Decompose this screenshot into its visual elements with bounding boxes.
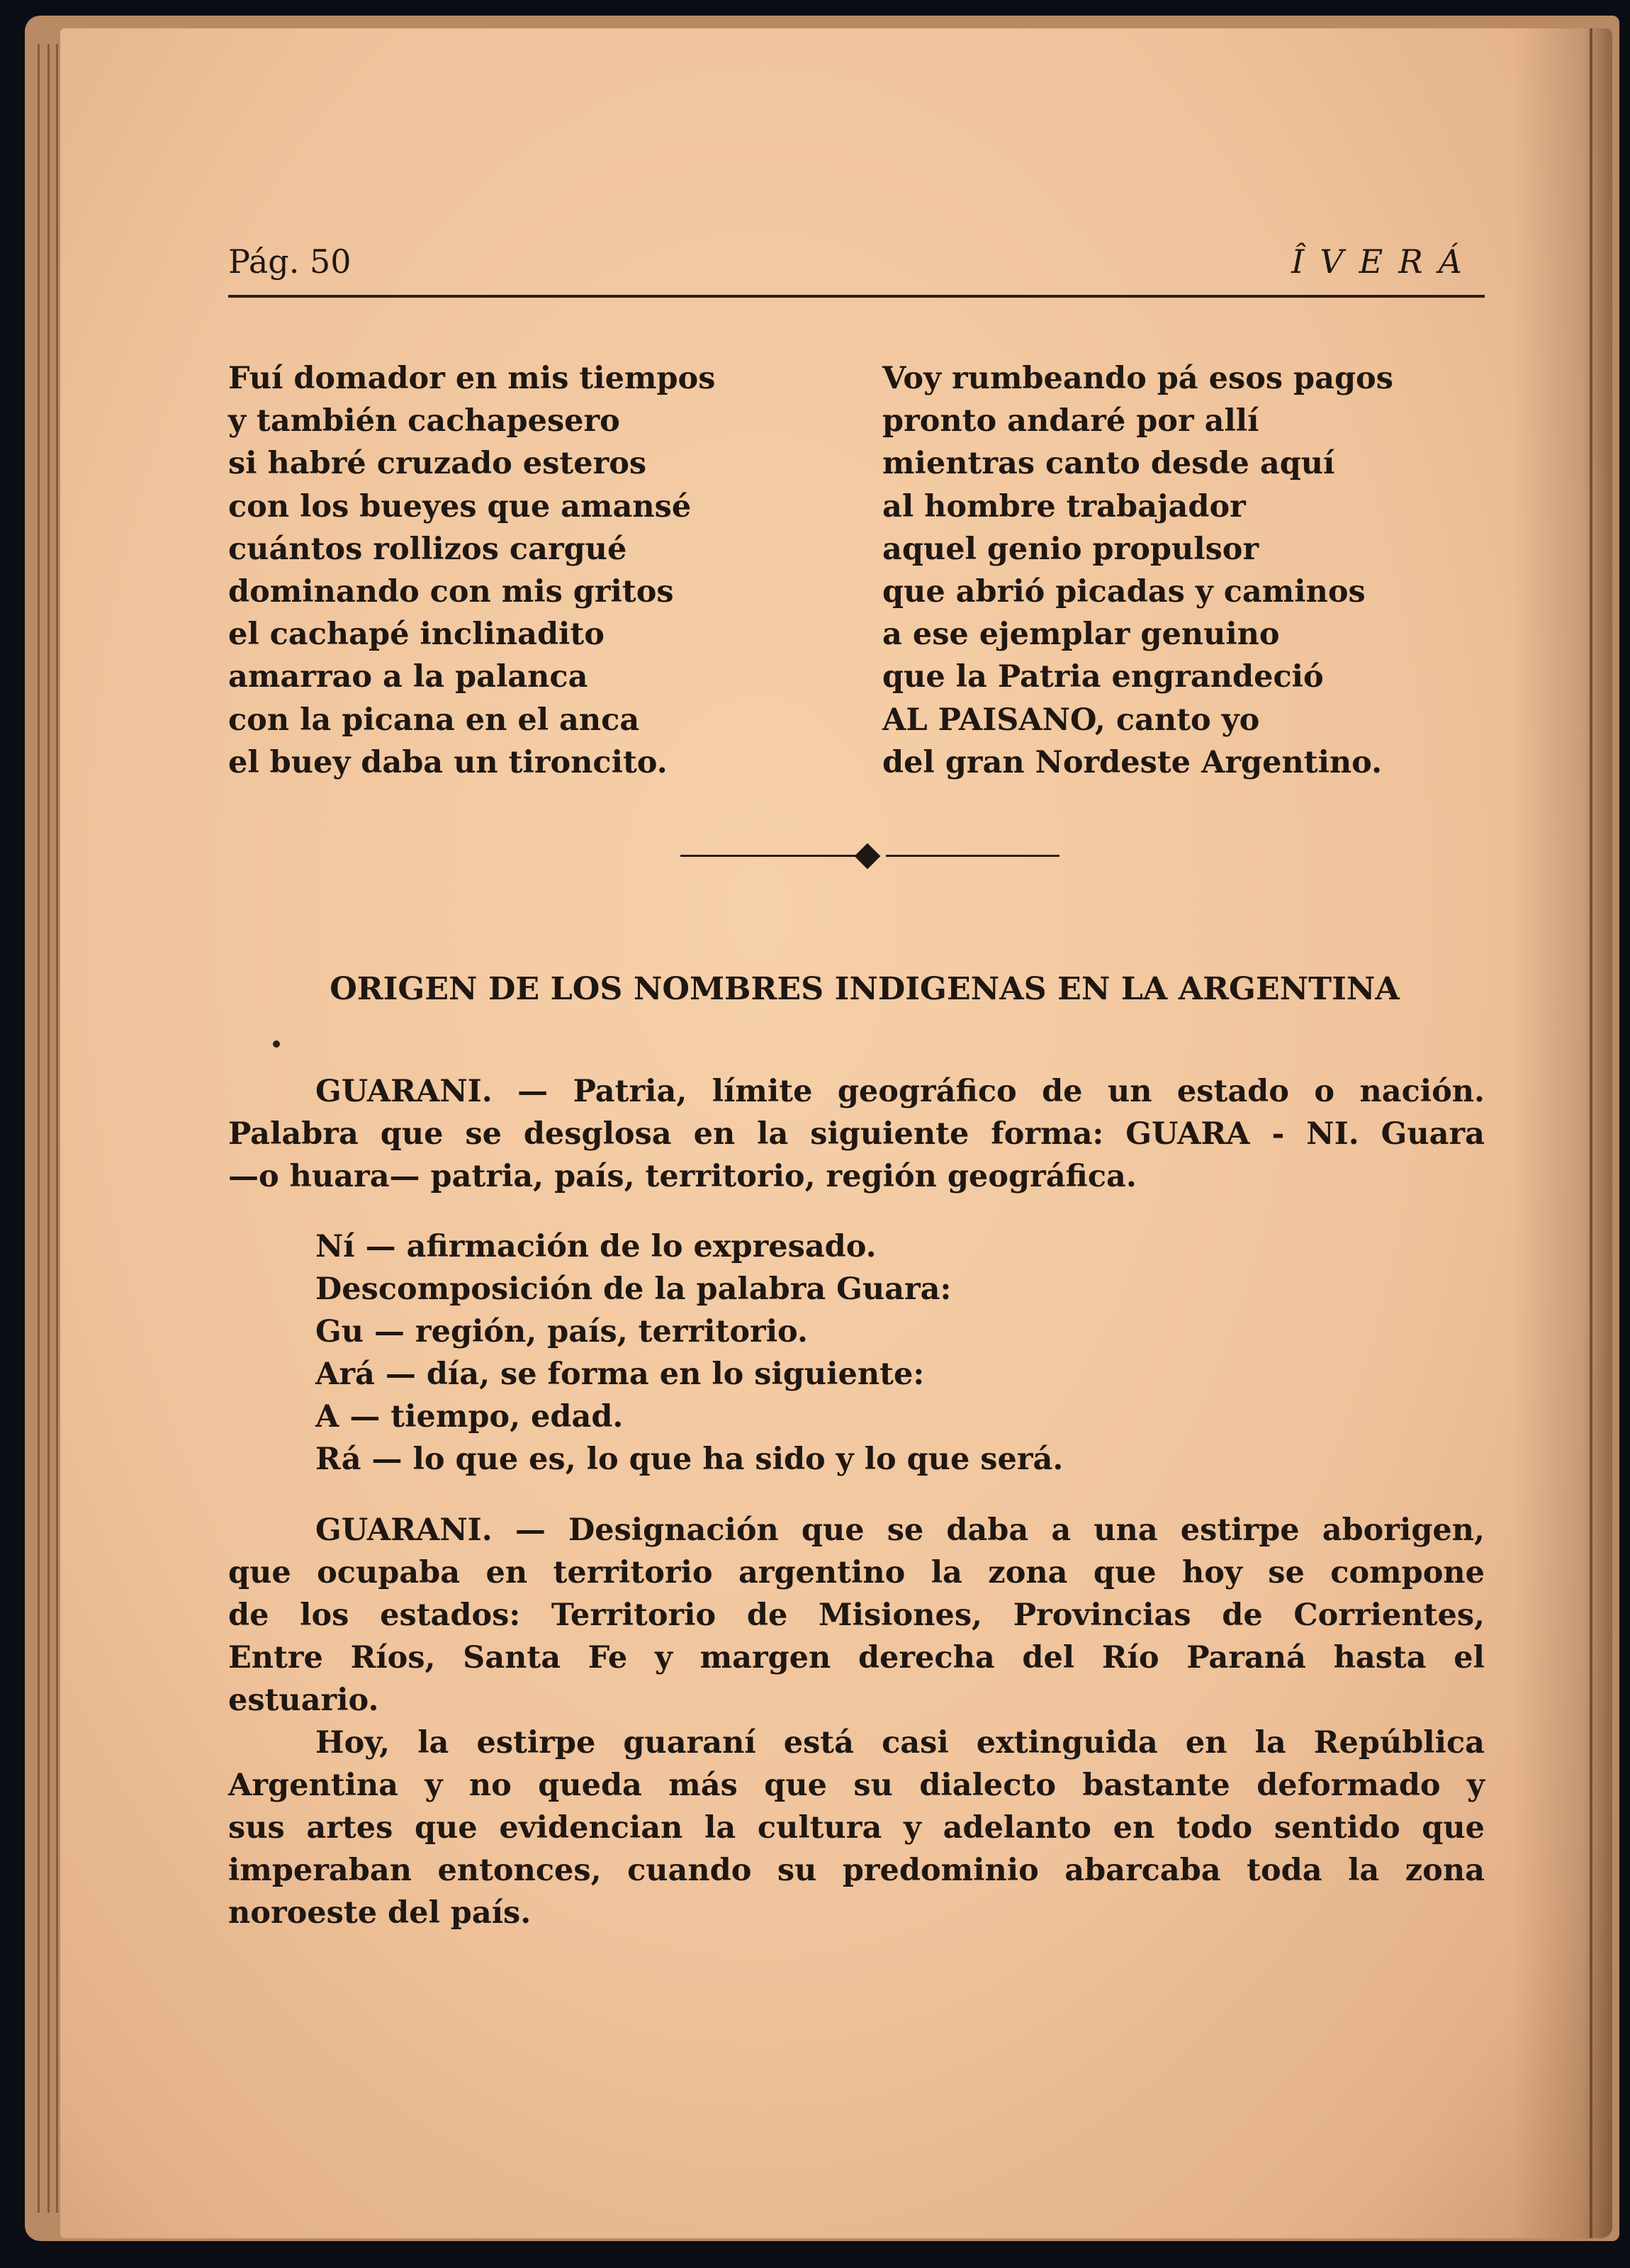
- diamond-ornament-icon: [855, 843, 881, 870]
- stray-dot-mark: [273, 1040, 280, 1048]
- definition-line: Descomposición de la palabra Guara:: [315, 1271, 952, 1307]
- poem-line: al hombre trabajador: [882, 488, 1246, 524]
- paragraph-line: GUARANI. — Designación que se daba a una estirpe aborigen,: [315, 1512, 1485, 1548]
- header-rule: [228, 295, 1485, 298]
- spine-edge: [1590, 28, 1592, 2238]
- paragraph-line: Hoy, la estirpe guaraní está casi extinguida en la República: [315, 1725, 1485, 1761]
- paragraph-line: Entre Ríos, Santa Fe y margen derecha del Río Paraná hasta el: [228, 1640, 1485, 1675]
- running-title: ÎVERÁ: [1291, 242, 1478, 281]
- poem-line: con los bueyes que amansé: [228, 488, 692, 524]
- poem-line: a ese ejemplar genuino: [882, 617, 1280, 653]
- paragraph-line: imperaban entonces, cuando su predominio abarcaba toda la zona: [228, 1853, 1485, 1888]
- poem-line: amarrao a la palanca: [228, 659, 588, 695]
- page-edge-line: [38, 44, 40, 2213]
- poem-line: Voy rumbeando pá esos pagos: [882, 361, 1393, 396]
- paragraph-line: estuario.: [228, 1683, 379, 1718]
- paragraph-line: —o huara— patria, país, territorio, región geográfica.: [228, 1159, 1137, 1194]
- paragraph-line: Palabra que se desglosa en la siguiente forma: GUARA - NI. Guara: [228, 1116, 1485, 1152]
- poem-line: el buey daba un tironcito.: [228, 744, 668, 780]
- poem-line: cuántos rollizos cargué: [228, 531, 627, 567]
- definition-line: Ará — día, se forma en lo siguiente:: [315, 1357, 925, 1392]
- poem-line: que abrió picadas y caminos: [882, 574, 1366, 610]
- definition-line: Ní — afirmación de lo expresado.: [315, 1229, 877, 1264]
- paragraph-line: que ocupaba en territorio argentino la zona que hoy se compone: [228, 1555, 1485, 1590]
- divider-line-right: [886, 855, 1060, 857]
- divider-line-left: [680, 855, 858, 857]
- paragraph-line: Argentina y no queda más que su dialecto bastante deformado y: [228, 1768, 1485, 1803]
- poem-line: y también cachapesero: [228, 403, 620, 439]
- poem-line: mientras canto desde aquí: [882, 446, 1335, 482]
- article-title: ORIGEN DE LOS NOMBRES INDIGENAS EN LA ARGENTINA: [330, 970, 1400, 1007]
- definition-line: Gu — región, país, territorio.: [315, 1314, 808, 1349]
- poem-line: del gran Nordeste Argentino.: [882, 744, 1383, 780]
- poem-line: pronto andaré por allí: [882, 403, 1259, 439]
- paragraph-line: GUARANI. — Patria, límite geográfico de un estado o nación.: [315, 1074, 1485, 1109]
- poem-line: aquel genio propulsor: [882, 531, 1259, 567]
- paragraph-line: noroeste del país.: [228, 1895, 532, 1931]
- poem-line: el cachapé inclinadito: [228, 617, 605, 653]
- poem-line: AL PAISANO, canto yo: [882, 702, 1260, 738]
- poem-line: dominando con mis gritos: [228, 574, 674, 610]
- poem-line: con la picana en el anca: [228, 702, 640, 738]
- page-edge-line: [56, 44, 58, 2213]
- spine-shadow: [1513, 28, 1612, 2238]
- poem-line: si habré cruzado esteros: [228, 446, 647, 482]
- poem-line: que la Patria engrandeció: [882, 659, 1324, 695]
- book-page: [60, 28, 1612, 2238]
- definition-line: A — tiempo, edad.: [315, 1399, 624, 1435]
- poem-line: Fuí domador en mis tiempos: [228, 361, 716, 396]
- page-number: Pág. 50: [228, 242, 352, 281]
- paragraph-line: de los estados: Territorio de Misiones, Provincias de Corrientes,: [228, 1598, 1485, 1633]
- page-edge-line: [47, 44, 50, 2213]
- paragraph-line: sus artes que evidencian la cultura y adelanto en todo sentido que: [228, 1810, 1485, 1846]
- definition-line: Rá — lo que es, lo que ha sido y lo que será.: [315, 1442, 1064, 1477]
